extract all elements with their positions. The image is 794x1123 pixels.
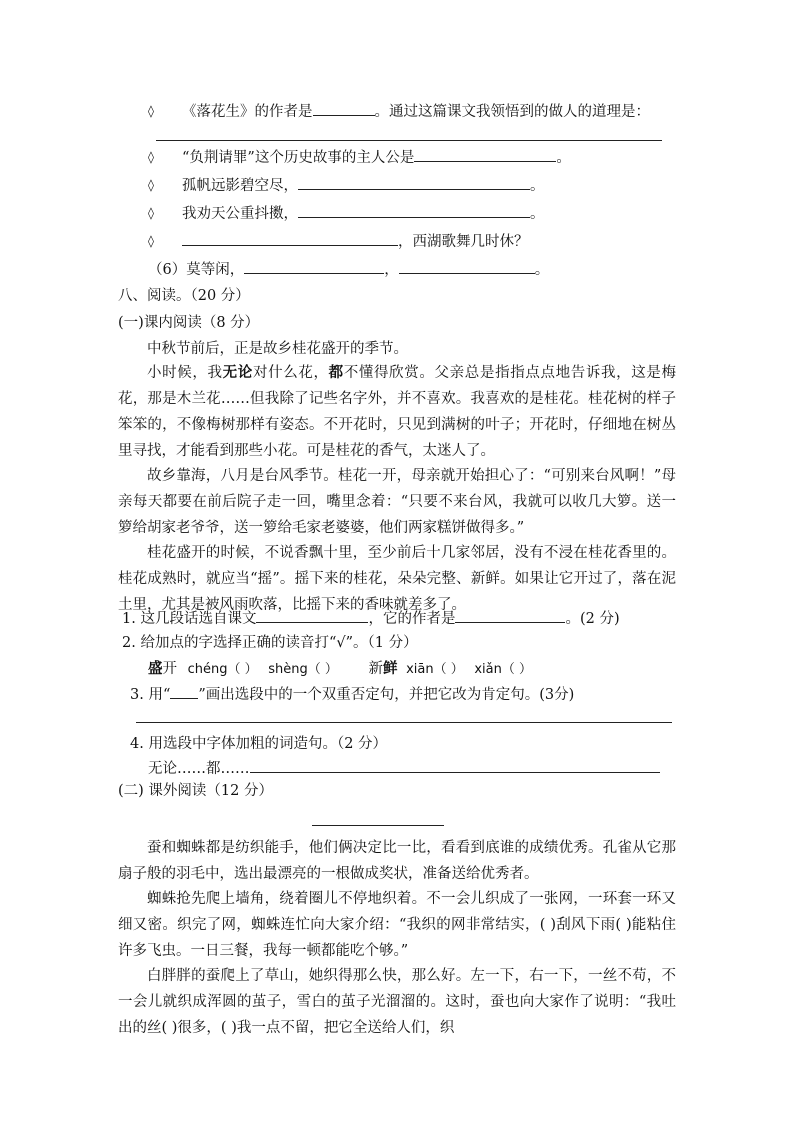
- answer-line[interactable]: [156, 140, 662, 141]
- answer-blank[interactable]: [244, 258, 384, 274]
- period: 。: [534, 262, 550, 278]
- text-run: 不懂得欣赏。父亲总是指指点点地告诉我，这是梅花，那是木兰花……但我除了记些名字外，并不喜欢。我喜欢的是桂花。桂花树的样子笨笨的，不像梅树那样有姿态。不开花时，只见到满树的叶子；开花时，仔细地在树丛里寻找，才能看到那些小花。可是桂花的香气，太迷人了。: [118, 365, 677, 459]
- underline-sample: [170, 684, 198, 699]
- question-4-prompt: [148, 757, 660, 780]
- question-text: 3. 用“: [130, 687, 171, 703]
- bullet-icon: ◊: [148, 206, 154, 220]
- pinyin-option[interactable]: shèng（ ）: [268, 662, 338, 677]
- pinyin-option[interactable]: xiān（ ）: [406, 662, 464, 677]
- fill-item-4: [182, 202, 545, 225]
- fill-item-4-pre: 我劝天公重抖擞，: [182, 206, 298, 222]
- fill-item-3: [182, 174, 545, 197]
- section-title: 八、阅读。（20 分）: [118, 288, 250, 304]
- bold-word: 无论: [222, 364, 253, 381]
- fill-item-6-pre: （6）莫等闲，: [148, 262, 245, 278]
- question-2-options: [148, 658, 532, 681]
- word-char: 新: [368, 661, 383, 677]
- answer-line[interactable]: [136, 722, 672, 723]
- subsection-title: (二) 课外阅读（12 分）: [118, 783, 273, 799]
- bold-word: 都: [328, 364, 344, 381]
- answer-blank[interactable]: [250, 757, 660, 773]
- answer-blank[interactable]: [298, 202, 530, 218]
- fill-item-6: [148, 258, 549, 281]
- fill-item-4-post: 。: [530, 206, 545, 222]
- fill-item-1: [182, 100, 650, 123]
- dotted-char: 盛: [148, 660, 163, 677]
- question-text: 。(2 分): [565, 611, 620, 627]
- answer-blank[interactable]: [313, 100, 375, 116]
- answer-blank[interactable]: [256, 607, 368, 623]
- answer-blank[interactable]: [399, 258, 535, 274]
- question-text: 无论……都……: [148, 761, 250, 777]
- fill-item-2-post: 。: [556, 150, 571, 166]
- comma: ，: [384, 262, 399, 278]
- question-text: 1. 这几段话选自课文: [122, 611, 257, 627]
- pinyin-option[interactable]: chéng（ ）: [187, 662, 258, 677]
- answer-blank[interactable]: [298, 174, 530, 190]
- question-3: [130, 684, 574, 706]
- question-text: ”画出选段中的一个双重否定句，并把它改为肯定句。(3分): [198, 687, 575, 703]
- dotted-char: 鲜: [382, 660, 398, 677]
- passage-paragraph: 故乡靠海，八月是台风季节。桂花一开，母亲就开始担心了：“可别来台风啊！”母亲每天都要在前后院子走一回，嘴里念着：“只要不来台风，我就可以收几大箩。送一箩给胡家老爷爷，送一箩给毛家老婆婆，他们两家糕饼做得多。”: [118, 468, 676, 536]
- fill-item-5-post: ，西湖歌舞几时休？: [398, 234, 529, 250]
- question-2: 2. 给加点的字选择正确的读音打“√”。（1 分）: [122, 635, 418, 651]
- answer-blank[interactable]: [414, 146, 556, 162]
- word-char: 开: [162, 661, 177, 677]
- bullet-icon: ◊: [148, 234, 154, 248]
- fill-item-3-pre: 孤帆远影碧空尽，: [182, 178, 298, 194]
- title-blank[interactable]: [312, 825, 444, 826]
- pinyin-option[interactable]: xiǎn（ ）: [474, 662, 533, 677]
- question-text: ，它的作者是: [368, 611, 456, 627]
- fill-item-1-post: 。通过这篇课文我领悟到的做人的道理是：: [374, 104, 650, 120]
- fill-item-2: [182, 146, 571, 169]
- passage-paragraph: 白胖胖的蚕爬上了草山，她织得那么快，那么好。左一下，右一下，一丝不苟，不一会儿就织成浑圆的茧子，雪白的茧子光溜溜的。这时，蚕也向大家作了说明：“我吐出的丝( )很多，( )我一点不留，把它全送给人们，织: [118, 968, 676, 1036]
- question-1: [122, 607, 620, 630]
- fill-item-5: [182, 230, 529, 253]
- bullet-icon: ◊: [148, 104, 154, 118]
- bullet-icon: ◊: [148, 178, 154, 192]
- passage-paragraph: 桂花盛开的时候，不说香飘十里，至少前后十几家邻居，没有不浸在桂花香里的。桂花成熟时，就应当“摇”。摇下来的桂花，朵朵完整、新鲜。如果让它开过了，落在泥土里，尤其是被风雨吹落，比摇下来的香味就差多了。: [118, 545, 676, 613]
- passage-paragraph: 中秋节前后，正是故乡桂花盛开的季节。: [147, 341, 408, 357]
- passage-paragraph: 蚕和蜘蛛都是纺织能手，他们俩决定比一比，看看到底谁的成绩优秀。孔雀从它那扇子般的羽毛中，选出最漂亮的一根做成奖状，准备送给优秀者。: [118, 840, 676, 882]
- fill-item-2-pre: “负荆请罪”这个历史故事的主人公是: [182, 150, 415, 166]
- subsection-title: (一)课内阅读（8 分）: [118, 315, 260, 331]
- bullet-icon: ◊: [148, 150, 154, 164]
- answer-blank[interactable]: [182, 230, 398, 246]
- fill-item-3-post: 。: [530, 178, 545, 194]
- text-run: 对什么花，: [252, 365, 329, 381]
- question-4: 4. 用选段中字体加粗的词造句。（2 分）: [130, 736, 388, 752]
- answer-blank[interactable]: [455, 607, 565, 623]
- fill-item-1-pre: 《落花生》的作者是: [182, 104, 313, 120]
- passage-paragraph: [118, 360, 676, 464]
- passage-paragraph: 蜘蛛抢先爬上墙角，绕着圈儿不停地织着。不一会儿织成了一张网，一环套一环又细又密。织完了网，蜘蛛连忙向大家介绍：“我织的网非常结实，( )刮风下雨( )能粘住许多飞虫。一日三餐，我每一顿都能吃个够。”: [118, 891, 676, 959]
- text-run: 小时候，我: [147, 365, 223, 381]
